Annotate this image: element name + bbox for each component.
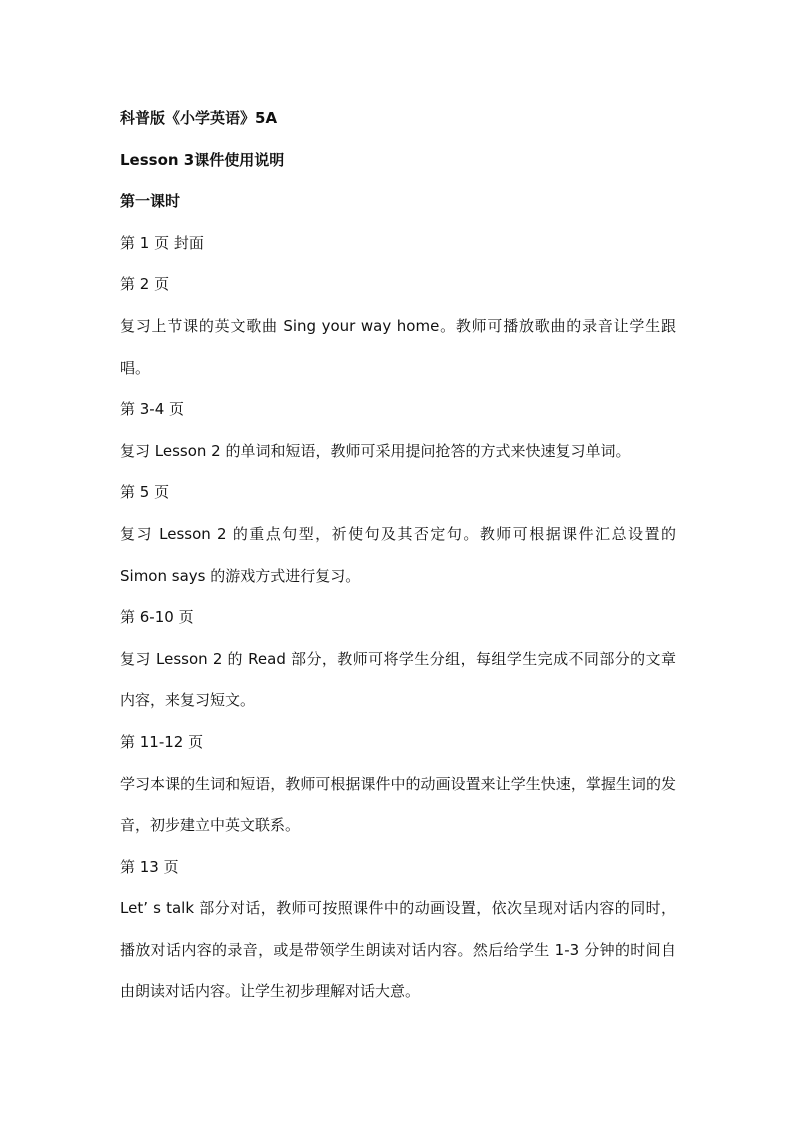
document-subtitle: Lesson 3课件使用说明 [120,150,285,169]
entry-page-3-4: 第 3-4 页 [120,400,185,419]
entry-desc-5: 复习 Lesson 2 的重点句型，祈使句及其否定句。教师可根据课件汇总设置的Simon says 的游戏方式进行复习。 [120,524,676,585]
entry-desc-11-12: 学习本课的生词和短语，教师可根据课件中的动画设置来让学生快速，掌握生词的发音，初步建立中英文联系。 [120,774,676,835]
entry-page-6-10: 第 6-10 页 [120,608,194,627]
entry-desc-2: 复习上节课的英文歌曲 Sing your way home。教师可播放歌曲的录音让学生跟唱。 [120,316,676,377]
entry-page-11-12: 第 11-12 页 [120,732,204,751]
entry-page-2: 第 2 页 [120,275,170,294]
entry-desc-13: Let’ s talk 部分对话，教师可按照课件中的动画设置，依次呈现对话内容的同时，播放对话内容的录音，或是带领学生朗读对话内容。然后给学生 1-3 分钟的时间自由朗读对话内容。让学生初步理解对话大意。 [120,899,676,1001]
entry-desc-6-10: 复习 Lesson 2 的 Read 部分，教师可将学生分组，每组学生完成不同部分的文章内容，来复习短文。 [120,649,676,710]
document-title: 科普版《小学英语》5A [120,109,278,127]
section-heading: 第一课时 [120,192,181,211]
entry-desc-3-4: 复习 Lesson 2 的单词和短语，教师可采用提问抢答的方式来快速复习单词。 [120,441,631,460]
document-body [120,98,676,1013]
entry-page-1: 第 1 页 封面 [120,233,204,252]
entry-page-13: 第 13 页 [120,857,179,876]
entry-page-5: 第 5 页 [120,483,170,502]
